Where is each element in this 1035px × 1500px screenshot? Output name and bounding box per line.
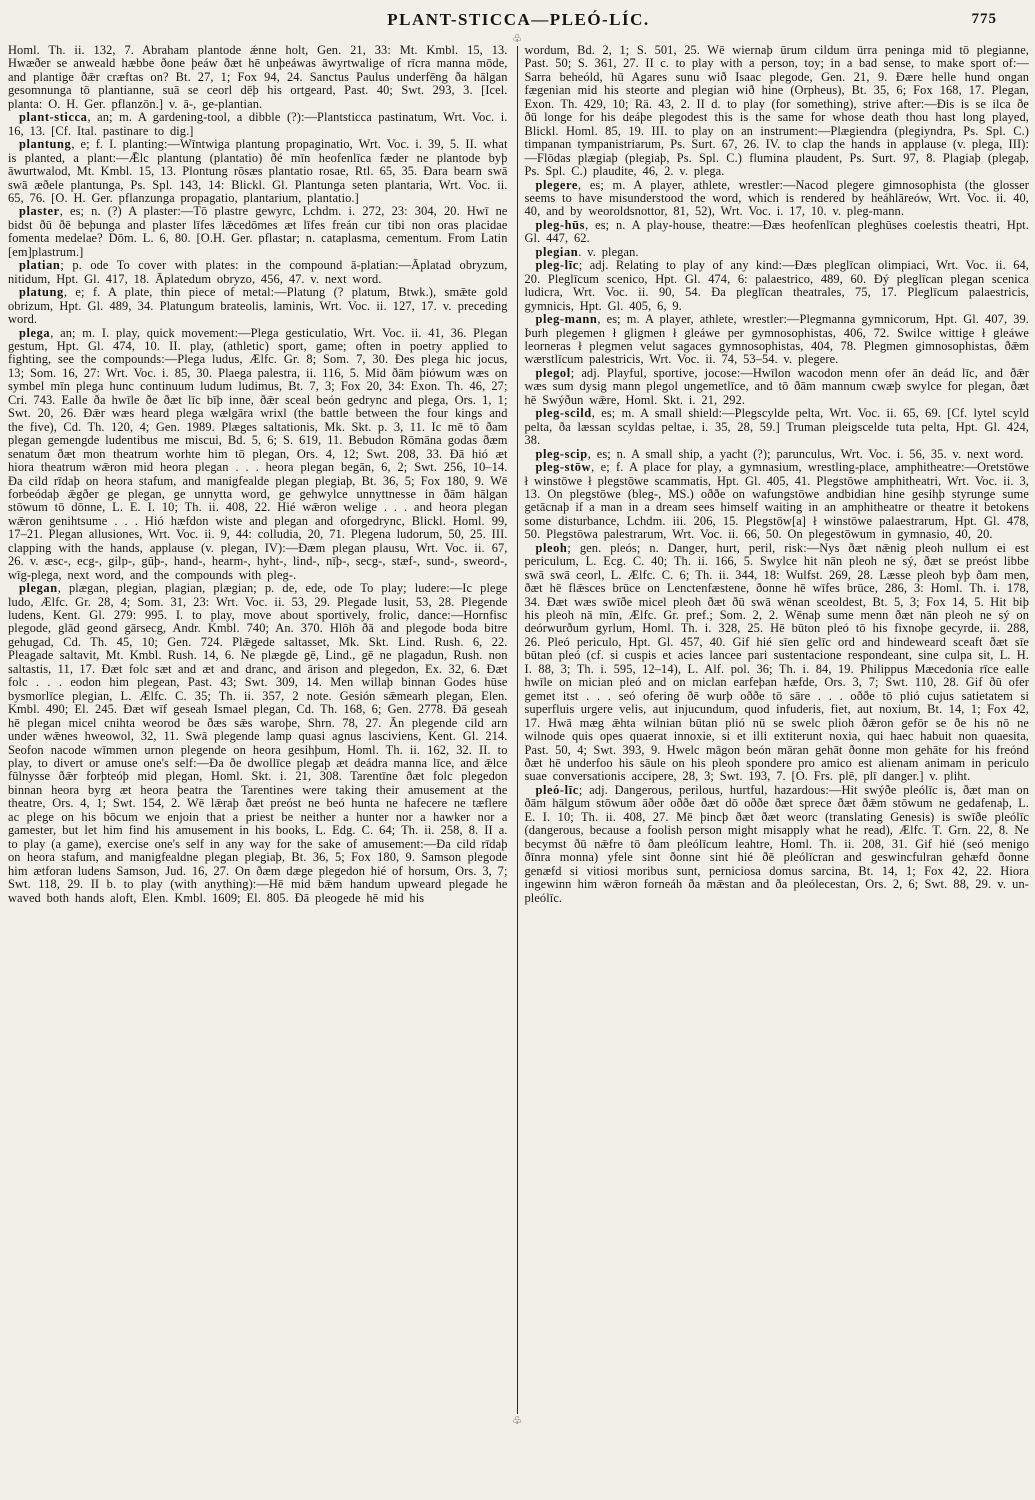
entry-headword: pleg-līc	[535, 258, 579, 273]
entry-body-text: , e; f. I. planting:—Wīntwiga plantung propaginatio, Wrt. Voc. i. 39, 5. II. what is planted, a plant:—Ǣlc plantung (plantatio) ðé mīn heofenlīca fæder ne plantode byþ āwurtwalod, Mt. Kmbl. 15, 13. Plontung rōsæs plantatio rosae, Rtl. 65, 35. Ðara bearn swā swā æðele plantunga, Ps. Spl. 143, 14: Blickl. Gl. Plantunga seten plantaria, Wrt. Voc. ii. 65, 76. [O. H. Ger. pflanzunga propagatio, plantarium, plantatio.]	[8, 137, 508, 205]
dictionary-entry	[8, 259, 508, 286]
entry-headword: plaster	[19, 204, 60, 219]
dictionary-entry	[525, 219, 1030, 246]
entry-headword: pleg-stōw	[535, 460, 592, 475]
entry-headword: plega	[19, 325, 51, 340]
dictionary-entry	[8, 286, 508, 326]
entry-headword: plant-sticca	[19, 110, 88, 125]
column-divider-rule	[512, 32, 522, 1427]
entry-headword: platung	[19, 285, 64, 300]
entry-headword: pleg-scild	[535, 406, 592, 421]
entry-headword: plantung	[19, 137, 72, 152]
entry-headword: pleó-līc	[535, 782, 579, 797]
entry-body-text: , es; m. A player, athlete, wrestler:—Plegmanna gymnicorum, Hpt. Gl. 407, 39. Þurh plegemen ł gligmen ł gleáwe per gymnosophistas, 406, 72. Swilce wittige ł gleáwe leorneras ł plegmen velut sagaces gymnosophistas, 404, 78. Plegmen gimnosophistas, ðǣm wærstlīcum palestricis, Wrt. Voc. ii. 74, 53–54. v. plegere.	[524, 312, 1029, 367]
entry-body-text: , es; n. A play-house, theatre:—Ðæs heofenlīcan pleghūses coelestis theatri, Hpt. Gl. 447, 62.	[524, 217, 1029, 246]
trefoil-ornament-icon: ♧	[512, 32, 522, 45]
entry-headword: pleg-hūs	[535, 217, 586, 232]
entry-headword: pleoh	[535, 540, 568, 555]
entry-headword: plegol	[535, 365, 571, 380]
continued-entry-text	[8, 44, 508, 111]
entry-body-text: ; adj. Playful, sportive, jocose:—Hwīlon wacodon menn ofer ān deád līc, and ðǣr wæs sum dysig mann plegol ungemetlīce, and tō ðām mannum cwæþ swylce for plegan, ðæt hē Swýðun wǣre, Homl. Skt. i. 21, 292.	[524, 365, 1029, 407]
trefoil-ornament-icon: ♧	[512, 1414, 522, 1427]
entry-body-text: ; gen. pleós; n. Danger, hurt, peril, risk:—Nys ðæt nǣnig pleoh nullum ei est periculum, L. Ecg. C. 40; Th. ii. 166, 5. Swylce hit nān pleoh ne sý, ðæt se preóst libbe swā swā ceorl, L. Ælfc. C. 6; Th. ii. 344, 18: Wulfst. 269, 28. Læsse pleoh byþ ðam men, ðæt hē flǣsces brūce on Lenctenfæstene, ðonne hē wīfes brūce, 286, 3: Homl. Th. i. 178, 34. Ðæt wæs swīðe micel pleoh ðæt ðū swā wēnan sceoldest, Bt. 5, 3; Fox 14, 5. Hit biþ his pleoh nā mīn, Ælfc. Gr. pref.; Som. 2, 2. Wēnaþ sume menn ðæt nān pleoh ne sý on deórwurðum gyrlum, Homl. Th. i. 328, 25. Hē būton pleó tō his fixnoþe gecyrde, ii. 288, 26. Pleó periculo, Hpt. Gl. 457, 40. Gif hié sīen gelīc ord and hindeweard sceaft ðæt sīe būtan pleó (cf. si cuspis et acies lancee pari sustentacione respondeant, sine culpa sit, L. H. I. 88, 3; Th. i. 595, 12–14), L. Alf. pol. 36; Th. i. 84, 19. Philippus Mæcedonia rīce ealle hwīle on mician pleó and on miclan earfeþan hæfde, Ors. 3, 7; Swt. 110, 28. Gif ðū ofer gemet itst . . . seó ofering ðē wurþ oððe tō sāre . . . oððe tō plió cujus satietatem si superfluis urgere velis, aut injucundum, quod infuderis, fiet, aut noxium, Bt. 14, 1; Fox 42, 17. Hwā mæg ǣhta wilnian būtan plió nū se swelc plioh ðǣron gefōr se ðe his nō ne wilnode quis opes quaerat innoxie, si et illi extiterunt noxia, qui haec habuit non quaesita, Past. 50, 4; Swt. 393, 9. Hwelc māgon beón māran gehāt ðonne mon gehāte for his freónd ðæt hē underfoo his sāule on his pleoh spondere pro amico est alienam animam in periculo suae conversationis accipere, 28, 3; Swt. 193, 7. [O. Frs. plē, plī danger.] v. pliht.	[524, 540, 1029, 784]
entry-headword: pleg-mann	[535, 312, 598, 327]
dictionary-entry	[8, 205, 508, 259]
entry-body-text: Homl. Th. ii. 132, 7. Abraham plantode ǽnne holt, Gen. 21, 33: Mt. Kmbl. 15, 13. Hwæðer se anweald hæbbe ðone þeáw ðæt hē unþeáwas āwyrtwalige of rīcra manna mōde, and plantige ðǣr cræftas on? Bt. 27, 1; Fox 94, 24. Sanctus Paulus underfēng ða hālgan gesomnunga tō plantianne, suā se ceorl dēþ his ortgeard, Past. 40; Swt. 293, 3. [Icel. planta: O. H. Ger. pflanzōn.] v. ā-, ge-plantian.	[8, 43, 508, 111]
dictionary-entry	[525, 542, 1030, 784]
dictionary-entry	[525, 367, 1030, 407]
entry-headword: plegere	[535, 177, 579, 192]
column-left	[8, 44, 508, 1464]
entry-body-text: , plægan, plegian, plagian, plægian; p. de, ede, ode To play; ludere:—Ic plege ludo, Ælfc. Gr. 28, 4; Som. 31, 23: Wrt. Voc. ii. 53, 29. Plegade lusit, 53, 28. Plegende ludens, Kent. Gl. 279: 995. I. to play, move about sportively, frolic, dance:—Hornfisc plegode, glād geond gārsecg, Andr. Kmbl. 740; An. 370. Hlōh ðā and plegode boda bitre gehugad, Cd. Th. 45, 10; Gen. 724. Plǣgede saltasset, Mk. Skt. Lind. Rush. 6, 22. Pleagade saltavit, Mt. Kmbl. Rush. 14, 6. Ne plægde gē, Lind., gē ne plagadun, Rush. non saltastis, 11, 17. Ðæt folc sæt and æt and dranc, and ārison and plegedon, Ex. 32, 6. Ðæt folc . . . eodon him plegean, Past. 43; Swt. 309, 14. Men willaþ binnan Godes hūse bysmorlīce plegian, L. Ælfc. C. 35; Th. ii. 357, 2 note. Gesión sǣmearh plegan, Elen. Kmbl. 490; El. 245. Ðæt wīf geseah Ismael plegan, Cd. Th. 168, 6; Gen. 2778. Ðā geseah hē plegan micel cnihta weorod be ðæs sǣs waroþe, Shrn. 78, 27. Ān plegende cild arn under wǣnes hweowol, 32, 11. Swā plegende lamp quasi agnus lasciviens, Kent. Gl. 214. Seofon nacode wīmmen urnon plegende on heora gesihþum, Homl. Th. ii. 162, 32. II. to play, to divert or amuse one's self:—Ða ðe dwollīce plegaþ æt deádra manna līce, and ǣlce fūlnysse ðǣr forþteóþ mid plegan, Homl. Skt. i. 21, 308. Tarentīne ðæt folc plegedon binnan heora byrg æt heora þeatra the Tarentines were taking their amusement at the theatre, Ors. 4, 1; Swt. 154, 2. Wē lǣraþ ðæt preóst ne beó hunta ne hafecere ne tæflere ac plege on his bōcum we enjoin that a priest be neither a hunter nor a hawker nor a gamester, but let him find his amusement in his books, L. Edg. C. 64; Th. ii. 258, 8. II a. to play (a game), exercise one's self in any way for the sake of amusement:—Ða cild rīdaþ on heora stafum, and manigfealdne plegan plegiaþ, Bt. 36, 5; Fox 180, 9. Samson plegode him ætforan ludens Samson, Jud. 16, 27. On ðæm dæge plegedon hié of horsum, Ors. 3, 7; Swt. 118, 29. II b. to play (with anything):—Hē mid bǣm handum upweard plegade he waved both hands aloft, Elen. Kmbl. 1609; El. 805. Ðā pleogede hē mid his	[8, 581, 508, 905]
entry-headword: plegan	[19, 581, 58, 596]
text-columns	[8, 32, 1029, 1464]
entry-body-text: , es; m. A small shield:—Plegscylde pelta, Wrt. Voc. ii. 65, 69. [Cf. lytel scyld pelta, ða læssan scyldas peltae, i. 35, 28, 59.] Truman pleigscelde tuta pelta, Hpt. Gl. 424, 38.	[524, 406, 1029, 448]
entry-headword: plegian	[535, 244, 579, 259]
entry-body-text: ; p. ode To cover with plates: in the compound ā-platian:—Āplatad obryzum, nitidum, Hpt. Gl. 417, 18. Āplatedum obryzo, 456, 47. v. next word.	[8, 258, 508, 286]
dictionary-entry	[525, 448, 1030, 461]
dictionary-entry	[8, 111, 508, 138]
entry-body-text: , es; n. A small ship, a yacht (?); parunculus, Wrt. Voc. i. 56, 35. v. next word.	[587, 446, 1024, 461]
dictionary-entry	[8, 138, 508, 205]
page-number: 775	[971, 11, 997, 27]
entry-body-text: . v. plegan.	[578, 244, 639, 259]
entry-body-text: ; adj. Relating to play of any kind:—Ðæs pleglīcan olimpiaci, Wrt. Voc. ii. 64, 20. Pleglīcum scenico, Hpt. Gl. 474, 6: palaestrico, 489, 60. Ðý pleglīcan plegan scenica ludicra, Wrt. Voc. ii. 90, 54. Ða pleglīcan theatrales, 75, 17. Pleglīcum palaestricis, gymnicis, Hpt. Gl. 405, 6, 9.	[524, 258, 1029, 313]
entry-body-text: , e; f. A place for play, a gymnasium, wrestling-place, amphitheatre:—Oretstōwe ł winstōwe ł plegstōwe scammatis, Hpt. Gl. 405, 41. Plegstōwe amphitheatri, Wrt. Voc. ii. 3, 13. On plegstōwe (bleg-, MS.) oððe on wafungstōwe andbidian hine gesihþ styrunge sume getācnaþ if a man in a dream sees himself waiting in an amphitheatre or theatre it betokens some disturbance, Lchdm. iii. 206, 15. Plegstōw[a] ł winstōwe palaestrarum, Hpt. Gl. 478, 50. Plegstōwa palestrarum, Wrt. Voc. ii. 66, 50. On plegestōwum in gymnasio, 40, 20.	[524, 460, 1029, 542]
dictionary-entry	[525, 246, 1030, 259]
entry-body-text: , es; n. (?) A plaster:—Tō plastre gewyrc, Lchdm. i. 272, 23: 304, 20. Hwī ne bidst ðū ðē beþunga and plaster līfes lǣcedōmes æt līfes freán cur tibi non oras placidae fomenta medelae? Dōm. L. 6, 80. [O.H. Ger. pflastar; n. cataplasma, cementum. From Latin [em]plastrum.]	[8, 204, 508, 259]
entry-headword: pleg-scip	[535, 446, 588, 461]
page-title: PLANT-STICCA—PLEÓ-LÍC.	[387, 10, 650, 29]
entry-body-text: , es; m. A player, athlete, wrestler:—Nacod plegere gimnosophista (the glosser seems to have misunderstood the word, which is rendered by heáhlāreów, Wrt. Voc. ii. 40, 40, and by weoroldsnottor, 81, 52), Wrt. Voc. i. 17, 10. v. pleg-mann.	[524, 177, 1029, 219]
dictionary-entry	[8, 327, 508, 583]
dictionary-entry	[8, 582, 508, 905]
entry-body-text: , an; m. A gardening-tool, a dibble (?):—Plantsticca pastinatum, Wrt. Voc. i. 16, 13. [Cf. Ital. pastinare to dig.]	[8, 110, 508, 138]
dictionary-entry	[525, 407, 1030, 447]
dictionary-entry	[525, 259, 1030, 313]
dictionary-entry	[525, 313, 1030, 367]
entry-body-text: , e; f. A plate, thin piece of metal:—Platung (? platum, Btwk.), smǣte gold obrizum, Hpt. Gl. 489, 34. Platungum brateolis, laminis, Wrt. Voc. ii. 127, 17. v. preceding word.	[8, 285, 508, 327]
continued-entry-text	[525, 44, 1030, 179]
entry-body-text: wordum, Bd. 2, 1; S. 501, 25. Wē wiernaþ ūrum cildum ūrra peninga mid tō plegianne, Past. 50; S. 361, 27. II c. to play with a person, toy; in a bad sense, to make sport of:—Sarra beheóld, hū Agares sunu wið Isaac plegode, Gen. 21, 9. Ðære helle hund ongan fægenian mid his steorte and plegian wið hine (Orpheus), Bt. 35, 6; Fox 168, 17. Plegan, Exon. Th. 429, 10; Rä. 43, 2. II d. to play (for something), strive after:—Ðis is se ilca ðe ðū longe for his deáþe plegodest this is the same for whose death thou hast long played, Blickl. Homl. 85, 19. III. to play on an instrument:—Plægiendra (plegiyndra, Ps. Spl. C.) timpanan tympanistriarum, Ps. Surt. 67, 26. IV. to clap the hands in applause (v. plega, III):—Flōdas plægiaþ (plegiaþ, Ps. Spl. C.) flumina plaudent, Ps. Surt. 97, 8. Plagiaþ (plegaþ, Ps. Spl. C.) plaudite, 46, 2. v. plega.	[524, 43, 1029, 179]
column-right	[525, 44, 1030, 1464]
entry-headword: platian	[19, 258, 61, 273]
dictionary-entry	[525, 461, 1030, 542]
entry-body-text: ; adj. Dangerous, perilous, hurtful, hazardous:—Hit swýðe pleólīc is, ðæt man on ðām hālgum stōwum āðer oððe ðæt dō oððe ðæt sprece ðæt ðǣm stōwum ne gedafenaþ, L. E. I. 10; Th. ii. 408, 27. Mē þincþ ðæt ðæt weorc (translating Genesis) is swīðe pleólīc (dangerous, because a foolish person might misapply what he read), Ælfc. T. Grn. 22, 8. Ne becymst ðū nǣfre tō ðam pleólīcum leahtre, Homl. Th. ii. 208, 31. Gif hié (seó menigo ðīnra monna) yfele sint ðonne sint hié ðē pleólīcran and geswincfulran gehæfd ðonne genæfd si vitiosi moribus sunt, perniciosa domus sarcina, Bt. 14, 1; Fox 42, 22. Hiora ingewinn him wǣron forneáh ða mǣstan and ða pleólecestan, Ors. 2, 6; Swt. 88, 29. v. un-pleólīc.	[524, 782, 1029, 905]
dictionary-entry	[525, 179, 1030, 219]
entry-body-text: , an; m. I. play, quick movement:—Plega gesticulatio, Wrt. Voc. ii. 41, 36. Plegan gestum, Hpt. Gl. 474, 10. II. play, (athletic) sport, game; often in poetry applied to fighting, see the compounds:—Plega ludus, Ælfc. Gr. 8; Som. 7, 30. Ðes plega hic jocus, 13; Som. 16, 27: Wrt. Voc. i. 85, 30. Plaega palestra, ii. 116, 5. Mid ðām þiówum wæs on symbel mīn plega hunc continuum ludum ludimus, Bt. 7, 3; Fox 20, 34: Exon. Th. 46, 27; Cri. 743. Ealle ða hwīle ðe ðæt līc bīþ inne, ðǣr sceal beón gedrync and plega, Ors. 1, 1; Swt. 20, 26. Ðǣr wæs heard plega wælgāra wrixl (the battle between the four kings and the five), Cd. Th. 120, 4; Gen. 1989. Plæges saltationis, Mk. Skt. p. 3, 11. Ic mē tō ðam plegan gemengde ludentibus me miscui, Bd. 5, 6; S. 619, 11. Bebudon Rōmāna godas ðæm senatum ðæt mon theatrum worhte him tō plegan, Ors. 4, 12; Swt. 208, 33. Ðā hió æt hiora theatrum wǣron mid heora plegan . . . heora plegan begān, 6, 2; Swt. 256, 10–14. Ða cild rīdaþ on heora stafum, and manigfealde plegan plegiaþ, Bt. 36, 5; Fox 180, 9. Wē forbeódaþ ǣgðer ge plegan, ge unnytta word, ge gehwylce unnyttnesse in ðām hālgan stōwum tō dōnne, L. E. I. 10; Th. ii. 408, 22. Hié wǣron welige . . . and heora plegan wǣron genihtsume . . . Hió hæfdon wiste and plegan and oforgedrync, Blickl. Homl. 99, 17–21. Plegan allusiones, Wrt. Voc. ii. 9, 44: colludia, 20, 71. Plegena ludorum, 50, 25. III. clapping with the hands, applause (v. plegan, IV):—Ðæm plegan plausu, Wrt. Voc. ii. 67, 26. v. æsc-, ecg-, gilp-, gūþ-, hand-, hearm-, hyht-, lind-, nīþ-, secg-, stæf-, sund-, sweord-, wīg-plega, next word, and the compounds with pleg-.	[8, 325, 508, 582]
dictionary-entry	[525, 784, 1030, 905]
